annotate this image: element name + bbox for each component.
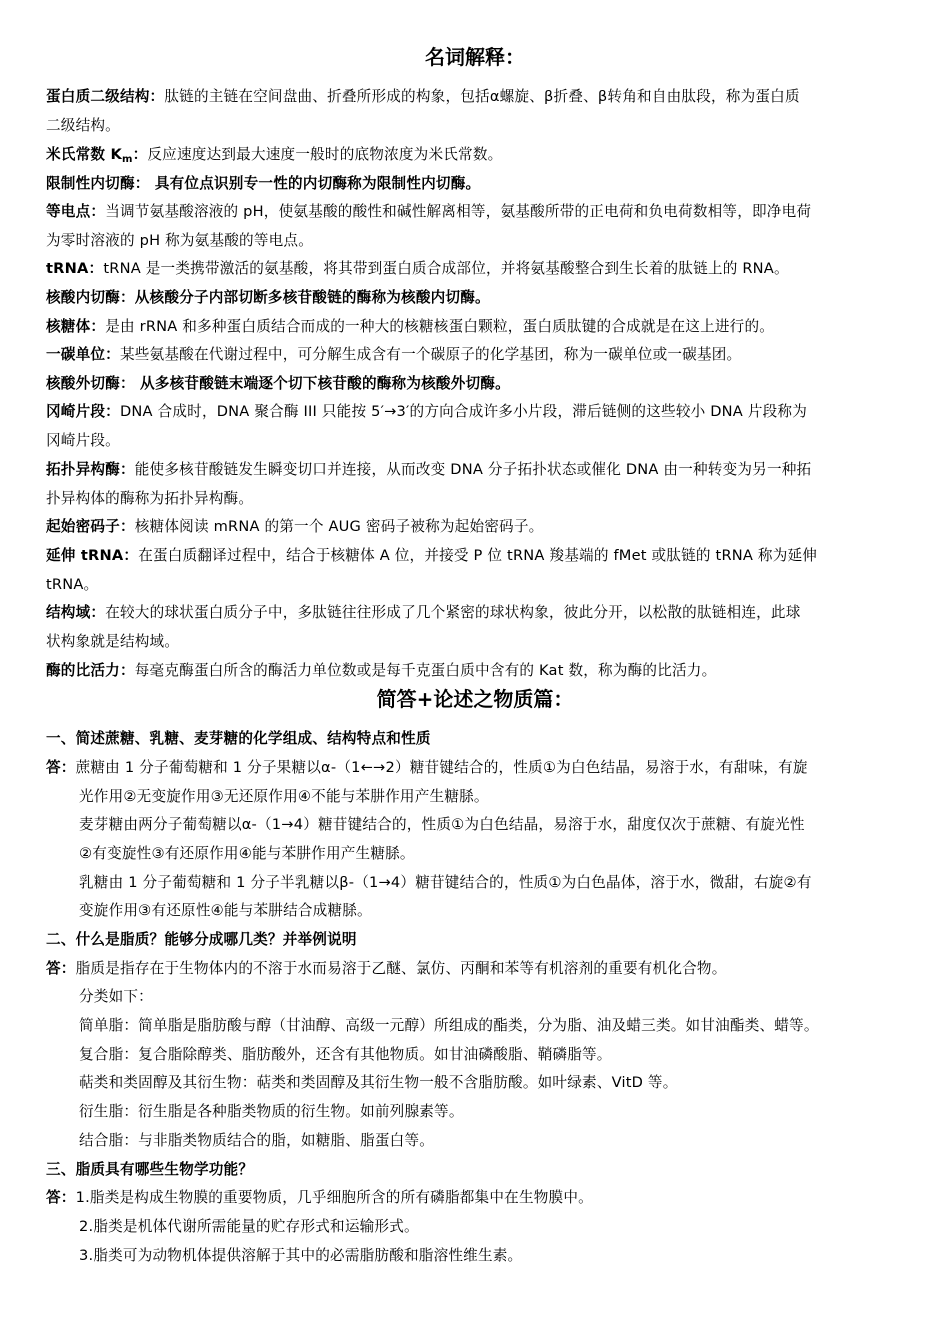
term-definition: 在较大的球状蛋白质分子中，多肽链往往形成了几个紧密的球状构象，彼此分开，以松散的肽链相连，此球 — [105, 604, 801, 621]
term-label: 限制性内切酶： — [46, 175, 150, 192]
answer-line: 分类如下： — [79, 988, 153, 1005]
answer-line: 衍生脂：衍生脂是各种脂类物质的衍生物。如前列腺素等。 — [79, 1103, 464, 1120]
section-title-terms: 名词解释： — [425, 45, 525, 69]
term-definition: 从多核苷酸链末端逐个切下核苷酸的酶称为核酸外切酶。 — [134, 375, 510, 392]
term-definition: 核糖体阅读 mRNA 的第一个 AUG 密码子被称为起始密码子。 — [134, 518, 544, 535]
term-label: 核糖体： — [46, 318, 106, 335]
answer-label: 答： — [46, 960, 76, 977]
term-entry — [46, 82, 912, 111]
term-definition: 每毫克酶蛋白所含的酶活力单位数或是每千克蛋白质中含有的 Kat 数，称为酶的比活力。 — [134, 662, 717, 679]
term-definition: 反应速度达到最大速度一般时的底物浓度为米氏常数。 — [147, 146, 503, 163]
term-label: tRNA： — [46, 260, 104, 277]
term-definition: tRNA 是一类携带激活的氨基酸，将其带到蛋白质合成部位，并将氨基酸整合到生长着的肽链上的 RNA。 — [103, 260, 789, 277]
answer-line: ②有变旋性③有还原作用④能与苯肼作用产生糖脎。 — [79, 845, 415, 862]
section-title-answers: 简答+论述之物质篇： — [376, 687, 574, 711]
answer-line: 2.脂类是机体代谢所需能量的贮存形式和运输形式。 — [79, 1218, 419, 1235]
term-entry — [46, 197, 912, 226]
term-definition: 是由 rRNA 和多种蛋白质结合而成的一种大的核糖核蛋白颗粒，蛋白质肽键的合成就是在这上进行的。 — [105, 318, 775, 335]
answer-line: 3.脂类可为动物机体提供溶解于其中的必需脂肪酸和脂溶性维生素。 — [79, 1247, 523, 1264]
term-label: 延伸 tRNA： — [46, 547, 139, 564]
answer-line: 答：蔗糖由 1 分子葡萄糖和 1 分子果糖以α-（1←→2）糖苷键结合的，性质①为白色结晶，易溶于水，有甜味，有旋 — [46, 759, 808, 776]
term-definition-continued: 二级结构。 — [46, 117, 120, 134]
term-definition: 能使多核苷酸链发生瞬变切口并连接，从而改变 DNA 分子拓扑状态或催化 DNA 由一种转变为另一种拓 — [134, 461, 812, 478]
term-entry — [46, 340, 912, 369]
term-entry — [46, 312, 912, 341]
term-label: 一碳单位： — [46, 346, 120, 363]
answer-line: 答：1.脂类是构成生物膜的重要物质，几乎细胞所含的所有磷脂都集中在生物膜中。 — [46, 1189, 593, 1206]
term-entry — [46, 397, 912, 426]
term-label: 结构域： — [46, 604, 106, 621]
term-definition-continued: 冈崎片段。 — [46, 432, 120, 449]
question-heading: 一、简述蔗糖、乳糖、麦芽糖的化学组成、结构特点和性质 — [46, 730, 431, 747]
term-definition: 具有位点识别专一性的内切酶称为限制性内切酶。 — [149, 175, 481, 192]
term-label: 酶的比活力： — [46, 662, 135, 679]
term-definition: 某些氨基酸在代谢过程中，可分解生成含有一个碳原子的化学基团，称为一碳单位或一碳基团。 — [119, 346, 742, 363]
term-entry — [46, 283, 912, 312]
term-entry — [46, 656, 912, 685]
answer-line: 萜类和类固醇及其衍生物：萜类和类固醇及其衍生物一般不含脂肪酸。如叶绿素、VitD 等。 — [79, 1074, 678, 1091]
question-heading: 三、脂质具有哪些生物学功能？ — [46, 1161, 254, 1178]
answer-line: 复合脂：复合脂除醇类、脂肪酸外，还含有其他物质。如甘油磷酸脂、鞘磷脂等。 — [79, 1046, 612, 1063]
answer-line: 麦芽糖由两分子葡萄糖以α-（1→4）糖苷键结合的，性质①为白色结晶，易溶于水，甜度仅次于蔗糖、有旋光性 — [79, 816, 805, 833]
term-label: 冈崎片段： — [46, 403, 120, 420]
term-definition: 在蛋白质翻译过程中，结合于核糖体 A 位，并接受 P 位 tRNA 羧基端的 fMet 或肽链的 tRNA 称为延伸 — [138, 547, 818, 564]
term-label: 核酸外切酶： — [46, 375, 135, 392]
term-entry — [46, 455, 912, 484]
term-definition: 肽链的主链在空间盘曲、折叠所形成的构象，包括α螺旋、β折叠、β转角和自由肽段，称为蛋白质 — [164, 88, 800, 105]
term-label: 蛋白质二级结构： — [46, 88, 165, 105]
answer-line: 结合脂：与非脂类物质结合的脂，如糖脂、脂蛋白等。 — [79, 1132, 435, 1149]
question-heading: 二、什么是脂质？能够分成哪几类？并举例说明 — [46, 931, 357, 948]
term-entry — [46, 541, 912, 570]
term-label: 等电点： — [46, 203, 106, 220]
term-entry — [46, 169, 912, 198]
answer-label: 答： — [46, 759, 76, 776]
subscript-m: m — [121, 154, 133, 165]
term-definition-continued: tRNA。 — [46, 576, 99, 593]
term-entry — [46, 512, 912, 541]
answer-line: 变旋作用③有还原性④能与苯肼结合成糖脎。 — [79, 902, 372, 919]
term-label: 拓扑异构酶： — [46, 461, 135, 478]
answer-line: 答：脂质是指存在于生物体内的不溶于水而易溶于乙醚、氯仿、丙酮和苯等有机溶剂的重要有机化合物。 — [46, 960, 727, 977]
answer-line: 简单脂：简单脂是脂肪酸与醇（甘油醇、高级一元醇）所组成的酯类，分为脂、油及蜡三类。如甘油酯类、蜡等。 — [79, 1017, 819, 1034]
term-definition-continued: 状构象就是结构域。 — [46, 633, 180, 650]
answer-line: 乳糖由 1 分子葡萄糖和 1 分子半乳糖以β-（1→4）糖苷键结合的，性质①为白色晶体，溶于水，微甜，右旋②有 — [79, 874, 812, 891]
term-label: 起始密码子： — [46, 518, 135, 535]
term-definition: 当调节氨基酸溶液的 pH，使氨基酸的酸性和碱性解离相等，氨基酸所带的正电荷和负电荷数相等，即净电荷 — [105, 203, 812, 220]
answer-line: 光作用②无变旋作用③无还原作用④不能与苯肼作用产生糖脎。 — [79, 788, 489, 805]
term-label: 核酸内切酶： — [46, 289, 135, 306]
term-definition: DNA 合成时，DNA 聚合酶 III 只能按 5′→3′的方向合成许多小片段，滞后链侧的这些较小 DNA 片段称为 — [119, 403, 807, 420]
term-definition: 从核酸分子内部切断多核苷酸链的酶称为核酸内切酶。 — [134, 289, 490, 306]
answer-label: 答： — [46, 1189, 76, 1206]
term-label: 米氏常数 $K_m$： — [46, 146, 148, 165]
term-entry — [46, 254, 912, 283]
term-definition-continued: 扑异构体的酶称为拓扑异构酶。 — [46, 490, 254, 507]
term-entry — [46, 369, 912, 398]
term-entry — [46, 598, 912, 627]
term-definition-continued: 为零时溶液的 pH 称为氨基酸的等电点。 — [46, 232, 314, 249]
